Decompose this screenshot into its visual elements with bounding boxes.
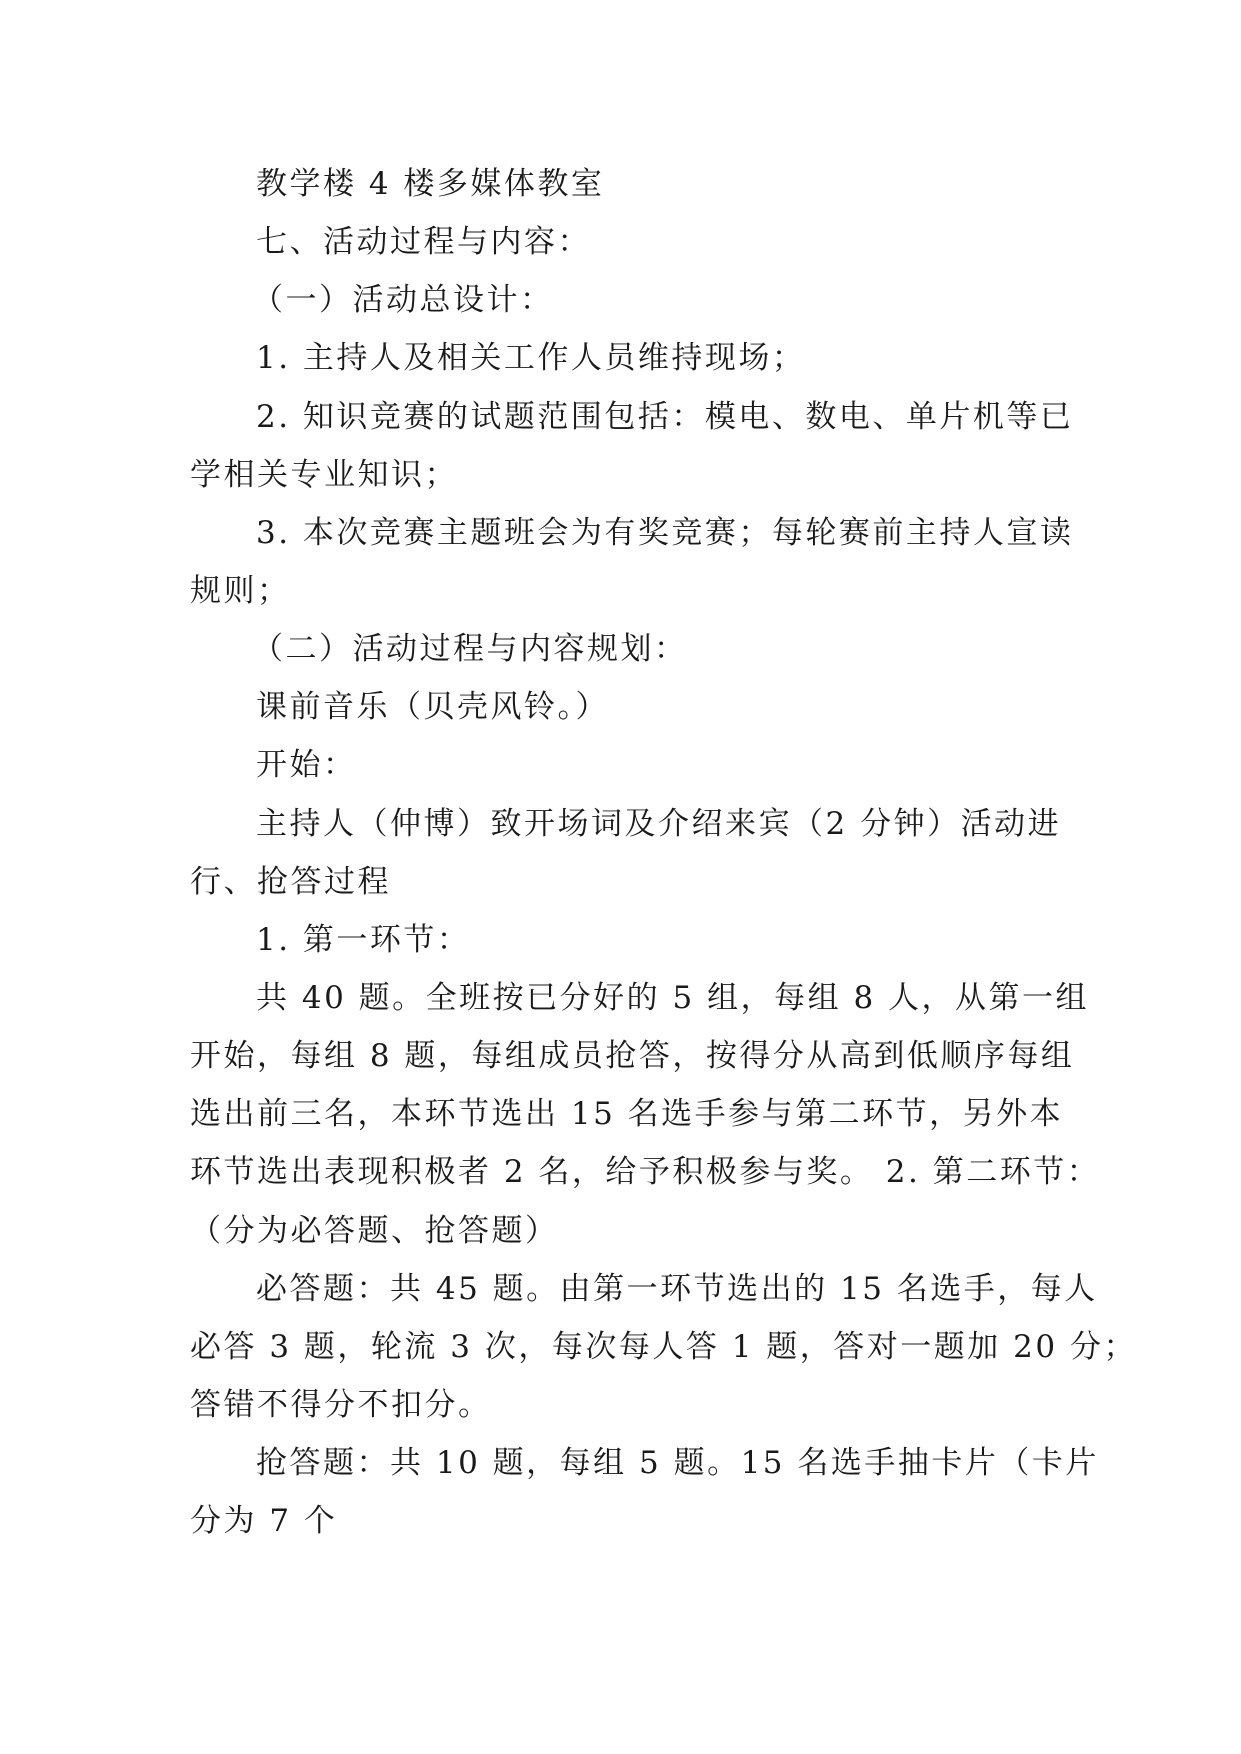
text-line: （分为必答题、抢答题） xyxy=(190,1213,559,1249)
text-line: 2. 知识竞赛的试题范围包括：模电、数电、单片机等已 xyxy=(256,399,1074,435)
text-line: 开始，每组 8 题，每组成员抢答，按得分从高到低顺序每组 xyxy=(190,1038,1075,1074)
text-line: 课前音乐（贝壳风铃。） xyxy=(256,689,609,725)
text-line: 3. 本次竞赛主题班会为有奖竞赛；每轮赛前主持人宣读 xyxy=(256,515,1074,551)
text-line: 环节选出表现积极者 2 名，给予积极参与奖。 2. 第二环节： xyxy=(190,1154,1101,1190)
text-line: 选出前三名，本环节选出 15 名选手参与第二环节，另外本 xyxy=(190,1096,1064,1132)
subsection-heading: （二）活动过程与内容规划： xyxy=(252,631,688,667)
text-line: 教学楼 4 楼多媒体教室 xyxy=(256,166,605,202)
text-line: 共 40 题。全班按已分好的 5 组，每组 8 人，从第一组 xyxy=(256,980,1090,1016)
text-line: 1. 第一环节： xyxy=(256,922,471,958)
subsection-heading: （一）活动总设计： xyxy=(252,282,554,318)
text-line: 1. 主持人及相关工作人员维持现场； xyxy=(256,340,806,376)
text-line: 学相关专业知识； xyxy=(190,457,458,493)
text-line: 答错不得分不扣分。 xyxy=(190,1387,492,1423)
text-line: 开始： xyxy=(256,747,357,783)
text-line: 必答题：共 45 题。由第一环节选出的 15 名选手，每人 xyxy=(256,1271,1098,1307)
text-line: 分为 7 个 xyxy=(190,1503,338,1539)
text-line: 必答 3 题，轮流 3 次，每次每人答 1 题，答对一题加 20 分； xyxy=(190,1329,1137,1365)
text-line: 规则； xyxy=(190,573,291,609)
text-line: 行、抢答过程 xyxy=(190,864,391,900)
section-heading: 七、活动过程与内容： xyxy=(256,224,591,260)
text-line: 主持人（仲博）致开场词及介绍来宾（2 分钟）活动进 xyxy=(256,806,1062,842)
text-line: 抢答题：共 10 题，每组 5 题。15 名选手抽卡片（卡片 xyxy=(256,1445,1099,1481)
